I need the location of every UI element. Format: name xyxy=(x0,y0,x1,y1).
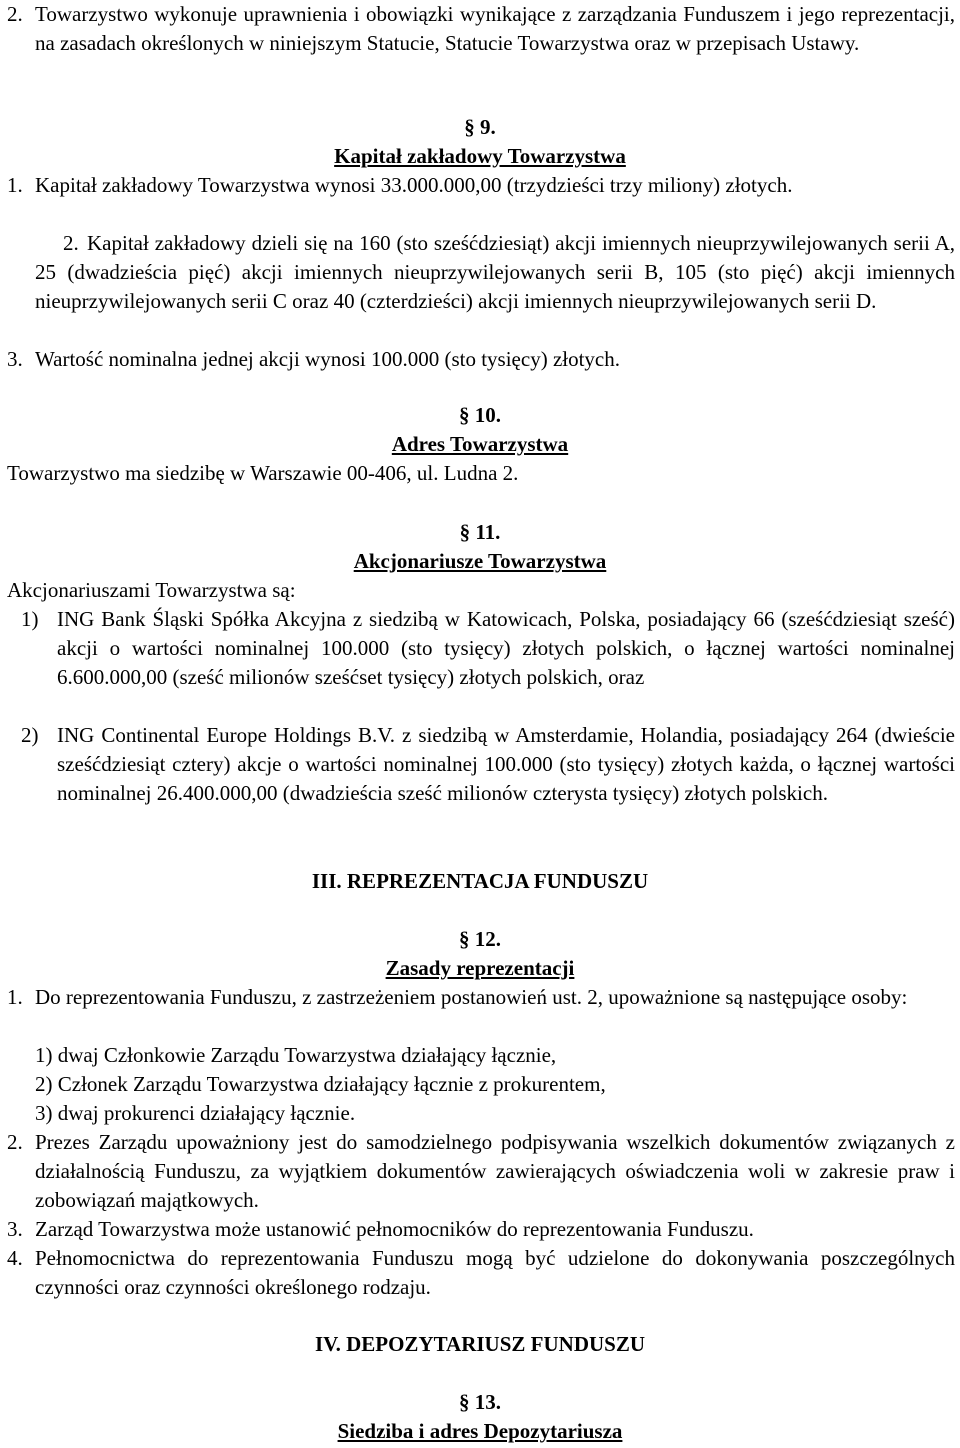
paragraph-text: Kapitał zakładowy dzieli się na 160 (sto sześćdziesiąt) akcji imiennych nieuprzywilejowanych serii A, 25 (dwadzieścia pięć) akcji imiennych nieuprzywilejowanych serii B, 105 (sto pięć) akcji imiennych nieuprzywilejowanych serii C oraz 40 (czterdzieści) akcji imiennych nieuprzywilejowanych serii D. xyxy=(35,231,955,313)
paragraph-number: 2. xyxy=(7,1130,23,1154)
section-13-title: Siedziba i adres Depozytariusza xyxy=(337,1419,623,1443)
paragraph-8-2 xyxy=(7,0,955,58)
paragraph-text: Pełnomocnictwa do reprezentowania Funduszu mogą być udzielone do dokonywania poszczególnych czynności oraz czynności określonego rodzaju. xyxy=(35,1246,955,1299)
section-9-title: Kapitał zakładowy Towarzystwa xyxy=(334,144,626,168)
paragraph-text: Kapitał zakładowy Towarzystwa wynosi 33.000.000,00 (trzydzieści trzy miliony) złotych. xyxy=(35,173,793,197)
paragraph-12-3 xyxy=(7,1215,955,1244)
paragraph-text: Do reprezentowania Funduszu, z zastrzeżeniem postanowień ust. 2, upoważnione są następujące osoby: xyxy=(35,985,908,1009)
paragraph-number: 1. xyxy=(7,173,23,197)
paragraph-9-2 xyxy=(7,229,955,316)
paragraph-text: Zarząd Towarzystwa może ustanowić pełnomocników do reprezentowania Funduszu. xyxy=(35,1217,754,1241)
paragraph-9-1 xyxy=(7,171,955,200)
section-11-number: § 11. xyxy=(459,520,501,544)
section-11-title: Akcjonariusze Towarzystwa xyxy=(353,549,607,573)
sub-item-3: 3) dwaj prokurenci działający łącznie. xyxy=(35,1101,356,1125)
sub-item-2: 2) Członek Zarządu Towarzystwa działający łącznie z prokurentem, xyxy=(35,1072,606,1096)
paragraph-number: 3. xyxy=(7,347,23,371)
paragraph-number: 1. xyxy=(7,985,23,1009)
chapter-4-title: IV. DEPOZYTARIUSZ FUNDUSZU xyxy=(314,1332,646,1356)
item-number: 2) xyxy=(21,723,39,747)
section-12-number: § 12. xyxy=(459,927,501,951)
sub-item-1: 1) dwaj Członkowie Zarządu Towarzystwa działający łącznie, xyxy=(35,1043,557,1067)
paragraph-text: Wartość nominalna jednej akcji wynosi 100.000 (sto tysięcy) złotych. xyxy=(35,347,621,371)
section-10-text: Towarzystwo ma siedzibę w Warszawie 00-406, ul. Ludna 2. xyxy=(7,461,519,485)
section-10-number: § 10. xyxy=(459,403,501,427)
paragraph-number: 4. xyxy=(7,1246,23,1270)
section-12-title: Zasady reprezentacji xyxy=(385,956,575,980)
item-text: ING Continental Europe Holdings B.V. z siedzibą w Amsterdamie, Holandia, posiadający 264 (dwieście sześćdziesiąt cztery) akcje o wartości nominalnej 100.000 (sto tysięcy) złotych każda, o łącznej wartości nominalnej 26.400.000,00 (dwadzieścia sześć milionów czterysta tysięcy) złotych polskich. xyxy=(57,723,955,805)
paragraph-12-1 xyxy=(7,983,955,1012)
item-number: 1) xyxy=(21,607,39,631)
section-11-intro: Akcjonariuszami Towarzystwa są: xyxy=(7,578,296,602)
paragraph-12-4 xyxy=(7,1244,955,1302)
paragraph-number: 2. xyxy=(7,2,23,26)
shareholder-item-1 xyxy=(21,605,955,692)
paragraph-number: 3. xyxy=(7,1217,23,1241)
section-10-title: Adres Towarzystwa xyxy=(391,432,569,456)
paragraph-12-2 xyxy=(7,1128,955,1215)
section-13-number: § 13. xyxy=(459,1390,501,1414)
section-9-number: § 9. xyxy=(464,115,496,139)
chapter-3-title: III. REPREZENTACJA FUNDUSZU xyxy=(311,869,649,893)
paragraph-text: Prezes Zarządu upoważniony jest do samodzielnego podpisywania wszelkich dokumentów związanych z działalnością Funduszu, za wyjątkiem dokumentów zawierających oświadczenia woli w zakresie praw i zobowiązań majątkowych. xyxy=(35,1130,955,1212)
item-text: ING Bank Śląski Spółka Akcyjna z siedzibą w Katowicach, Polska, posiadający 66 (sześćdziesiąt sześć) akcji o wartości nominalnej 100.000 (sto tysięcy) złotych polskich, o łącznej wartości nominalnej 6.600.000,00 (sześć milionów sześćset tysięcy) złotych polskich, oraz xyxy=(57,607,955,689)
paragraph-9-3 xyxy=(7,345,955,374)
paragraph-number: 2. xyxy=(63,231,79,255)
shareholder-item-2 xyxy=(21,721,955,808)
paragraph-text: Towarzystwo wykonuje uprawnienia i obowiązki wynikające z zarządzania Funduszem i jego reprezentacji, na zasadach określonych w niniejszym Statucie, Statucie Towarzystwa oraz w przepisach Ustawy. xyxy=(35,2,955,55)
